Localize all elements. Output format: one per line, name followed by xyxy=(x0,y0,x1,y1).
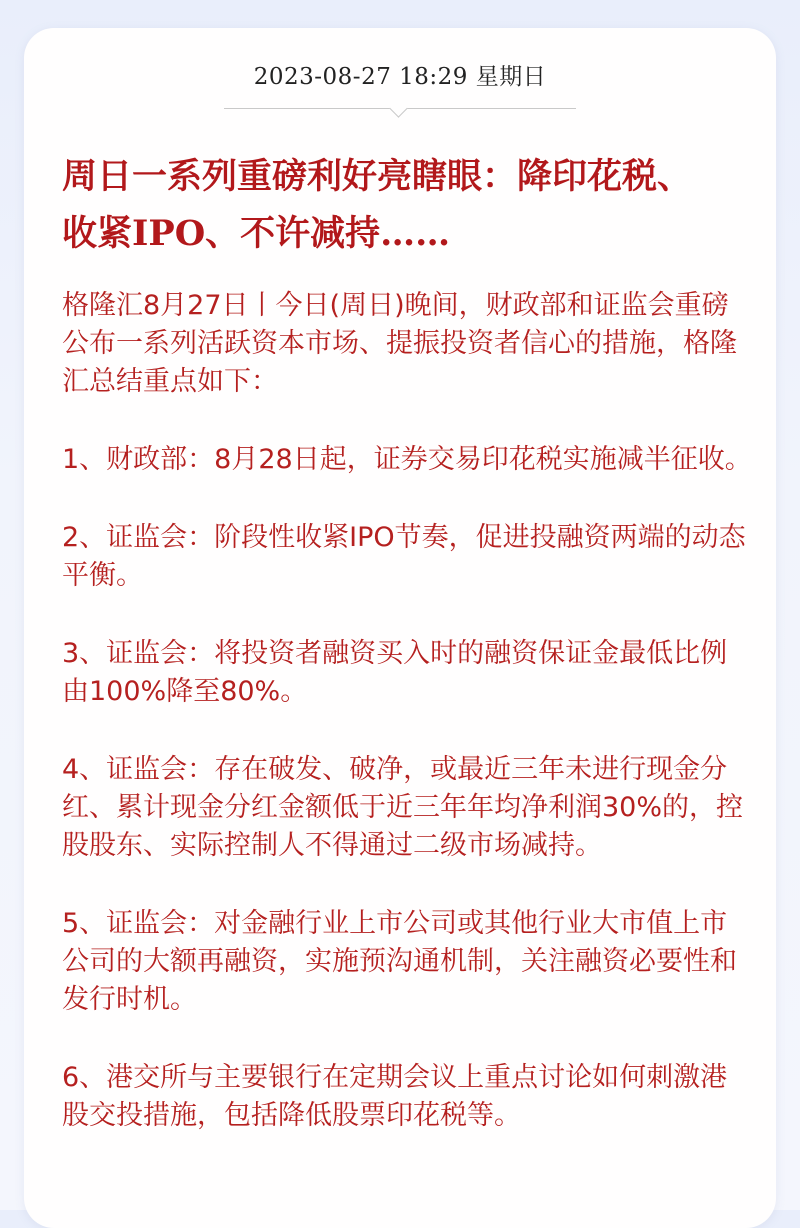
article-headline: 周日一系列重磅利好亮瞎眼：降印花税、收紧IPO、不许减持…… xyxy=(62,156,693,254)
article-card xyxy=(24,28,776,1228)
article-intro: 格隆汇8月27日丨今日(周日)晚间，财政部和证监会重磅公布一系列活跃资本市场、提振投资者信心的措施，格隆汇总结重点如下： xyxy=(62,290,737,397)
point-1: 1、财政部：8月28日起，证券交易印花税实施减半征收。 xyxy=(62,444,752,475)
point-2: 2、证监会：阶段性收紧IPO节奏，促进投融资两端的动态平衡。 xyxy=(62,522,746,591)
date-header xyxy=(24,58,776,91)
article-datetime: 2023-08-27 18:29 星期日 xyxy=(253,64,547,90)
point-5: 5、证监会：对金融行业上市公司或其他行业大市值上市公司的大额再融资，实施预沟通机制，关注融资必要性和发行时机。 xyxy=(62,908,737,1015)
date-divider-notch xyxy=(389,99,407,117)
point-4: 4、证监会：存在破发、破净，或最近三年未进行现金分红、累计现金分红金额低于近三年年均净利润30%的，控股股东、实际控制人不得通过二级市场减持。 xyxy=(62,754,744,861)
point-3: 3、证监会：将投资者融资买入时的融资保证金最低比例由100%降至80%。 xyxy=(62,638,728,707)
article-body xyxy=(62,287,752,1175)
point-6: 6、港交所与主要银行在定期会议上重点讨论如何刺激港股交投措施，包括降低股票印花税等。 xyxy=(62,1062,728,1131)
